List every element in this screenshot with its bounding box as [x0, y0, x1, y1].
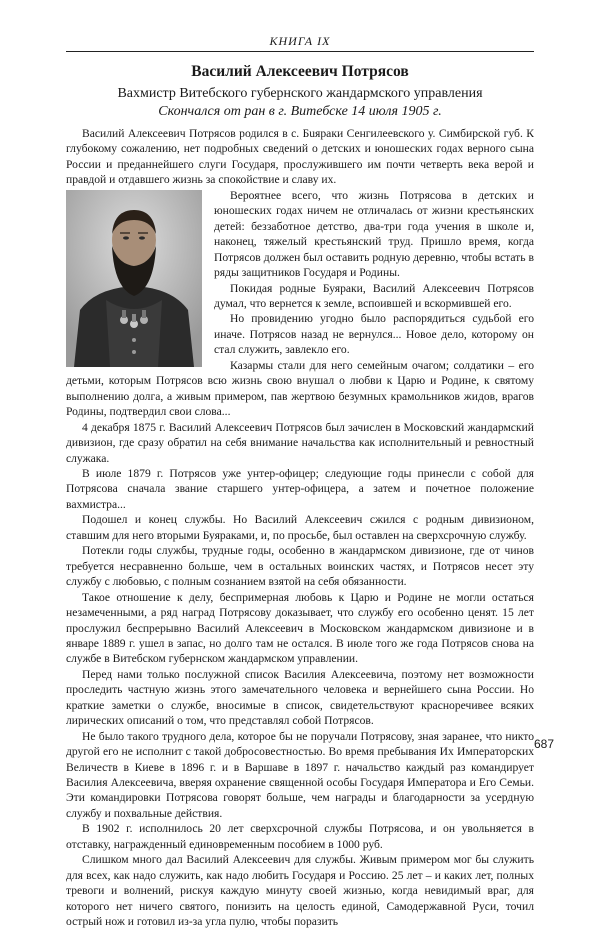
paragraph: Казармы стали для него семейным очагом; солдатики – его детьми, которым Потрясов всю жизнь свою внушал о любви к Царю и Родине, к святому выполнению долга, а живым примером, пав жертвою безумных крамольников жидов, врагов Родины, подтвердил свои слова...: [66, 358, 534, 419]
header-rule: [66, 51, 534, 52]
paragraph: Подошел и конец службы. Но Василий Алексеевич сжился с родным дивизионом, ставшим для него вторыми Буяраками, и, по просьбе, был оставлен на сверхсрочную службу.: [66, 513, 534, 542]
paragraph: В июле 1879 г. Потрясов уже унтер-офицер; следующие годы принесли с собой для Потрясова сначала звание старшего унтер-офицера, а затем и почетное положение вахмистра...: [66, 466, 534, 511]
paragraph: Покидая родные Буяраки, Василий Алексеевич Потрясов думал, что вернется к земле, вспоившей и вскормившей его.: [214, 281, 534, 310]
paragraph: Перед нами только послужной список Василия Алексеевича, поэтому нет возможности проследить частную жизнь этого замечательного человека и вернейшего сына России. Но краткие заметки о службе, вносимые в список, свидетельствуют красноречивее всяких лирических описаний о том, что представлял собой Потрясов.: [66, 667, 534, 728]
running-head: КНИГА IX: [269, 34, 331, 48]
paragraph: Потекли годы службы, трудные годы, особенно в жандармском дивизионе, где от чинов требуется несравненно больше, чем в остальных воинских частях, и Потрясов несет эту службу с любовью, с полным сознанием взятой на себя обязанности.: [66, 544, 534, 589]
portrait-image: [66, 190, 202, 367]
paragraph: Но провидению угодно было распорядиться судьбой его иначе. Потрясов назад не вернулся... Новое дело, которому он стал служить, завлекло его.: [214, 312, 534, 357]
portrait-photo: [66, 190, 202, 367]
paragraph: Слишком много дал Василий Алексеевич для службы. Живым примером мог бы служить для всех, как надо служить, как надо любить Государя и Россию. 25 лет – и каких лет, полных тревоги и волнений, рискуя каждую минуту своей жизнью, когда невидимый враг, для которого нет ничего святого, понизить на целость единой, Самодержавной Руси, точил острый нож и готовил из-за угла пулю, чтобы поразить: [66, 853, 534, 929]
paragraph: 4 декабря 1875 г. Василий Алексеевич Потрясов был зачислен в Московский жандармский дивизион, где сразу обратил на себя внимание начальства как исполнительный и ревностный служака.: [66, 420, 534, 465]
article-body: [66, 126, 534, 930]
article-title: Василий Алексеевич Потрясов: [191, 63, 409, 80]
paragraph: Вероятнее всего, что жизнь Потрясова в детских и юношеских годах ничем не отличалась от жизни крестьянских детей: беззаботное детство, два-три года учения в школе и, наконец, тяжелый крестьянский труд. Пришло время, когда Потрясов должен был оставить родную деревню, чтобы встать в ряды защитников Государя и Родины.: [214, 188, 534, 280]
paragraph: В 1902 г. исполнилось 20 лет сверхсрочной службы Потрясова, и он увольняется в отставку, награжденный единовременным пособием в 1000 руб.: [66, 822, 534, 851]
paragraph: Не было такого трудного дела, которое бы не поручали Потрясову, зная заранее, что никто другой его не исполнит с такой добросовестностью. Во время пребывания Их Императорских Величеств в Киеве в 1896 г. и в Варшаве в 1897 г. начальство каждый раз командирует Василия Алексеевича, вверяя охранение священной особы Государя Императора и Его Семьи. Эти командировки Потрясова говорят больше, чем награды и благодарности за усердную службу и похвальные действия.: [66, 729, 534, 820]
paragraph: Василий Алексеевич Потрясов родился в с. Бuяраки Сенгилеевского у. Симбирской губ. К глубокому сожалению, нет подробных сведений о детских и юношеских годах верного сына России и преданнейшего слуги Государя, прослужившего им почти четверть века верой и правдой и отдавшего жизнь за спокойствие и славу их.: [66, 127, 534, 187]
paragraph: Такое отношение к делу, беспримерная любовь к Царю и Родине не могли остаться незамеченными, а ряд наград Потрясову доказывает, что службу его особенно ценят. 15 лет прослужил беспрерывно Василий Алексеевич в Московском жандармском дивизионе и в январе 1889 г. ушел в запас, но долго там не остался. В июле того же года Потрясов снова на службе в Витебском губернском жандармском управлении.: [66, 590, 534, 666]
death-note: Скончался от ран в г. Витебске 14 июля 1905 г.: [158, 104, 442, 119]
page-number: 687: [534, 737, 555, 751]
article-subtitle: Вахмистр Витебского губернского жандармского управления: [117, 86, 483, 101]
